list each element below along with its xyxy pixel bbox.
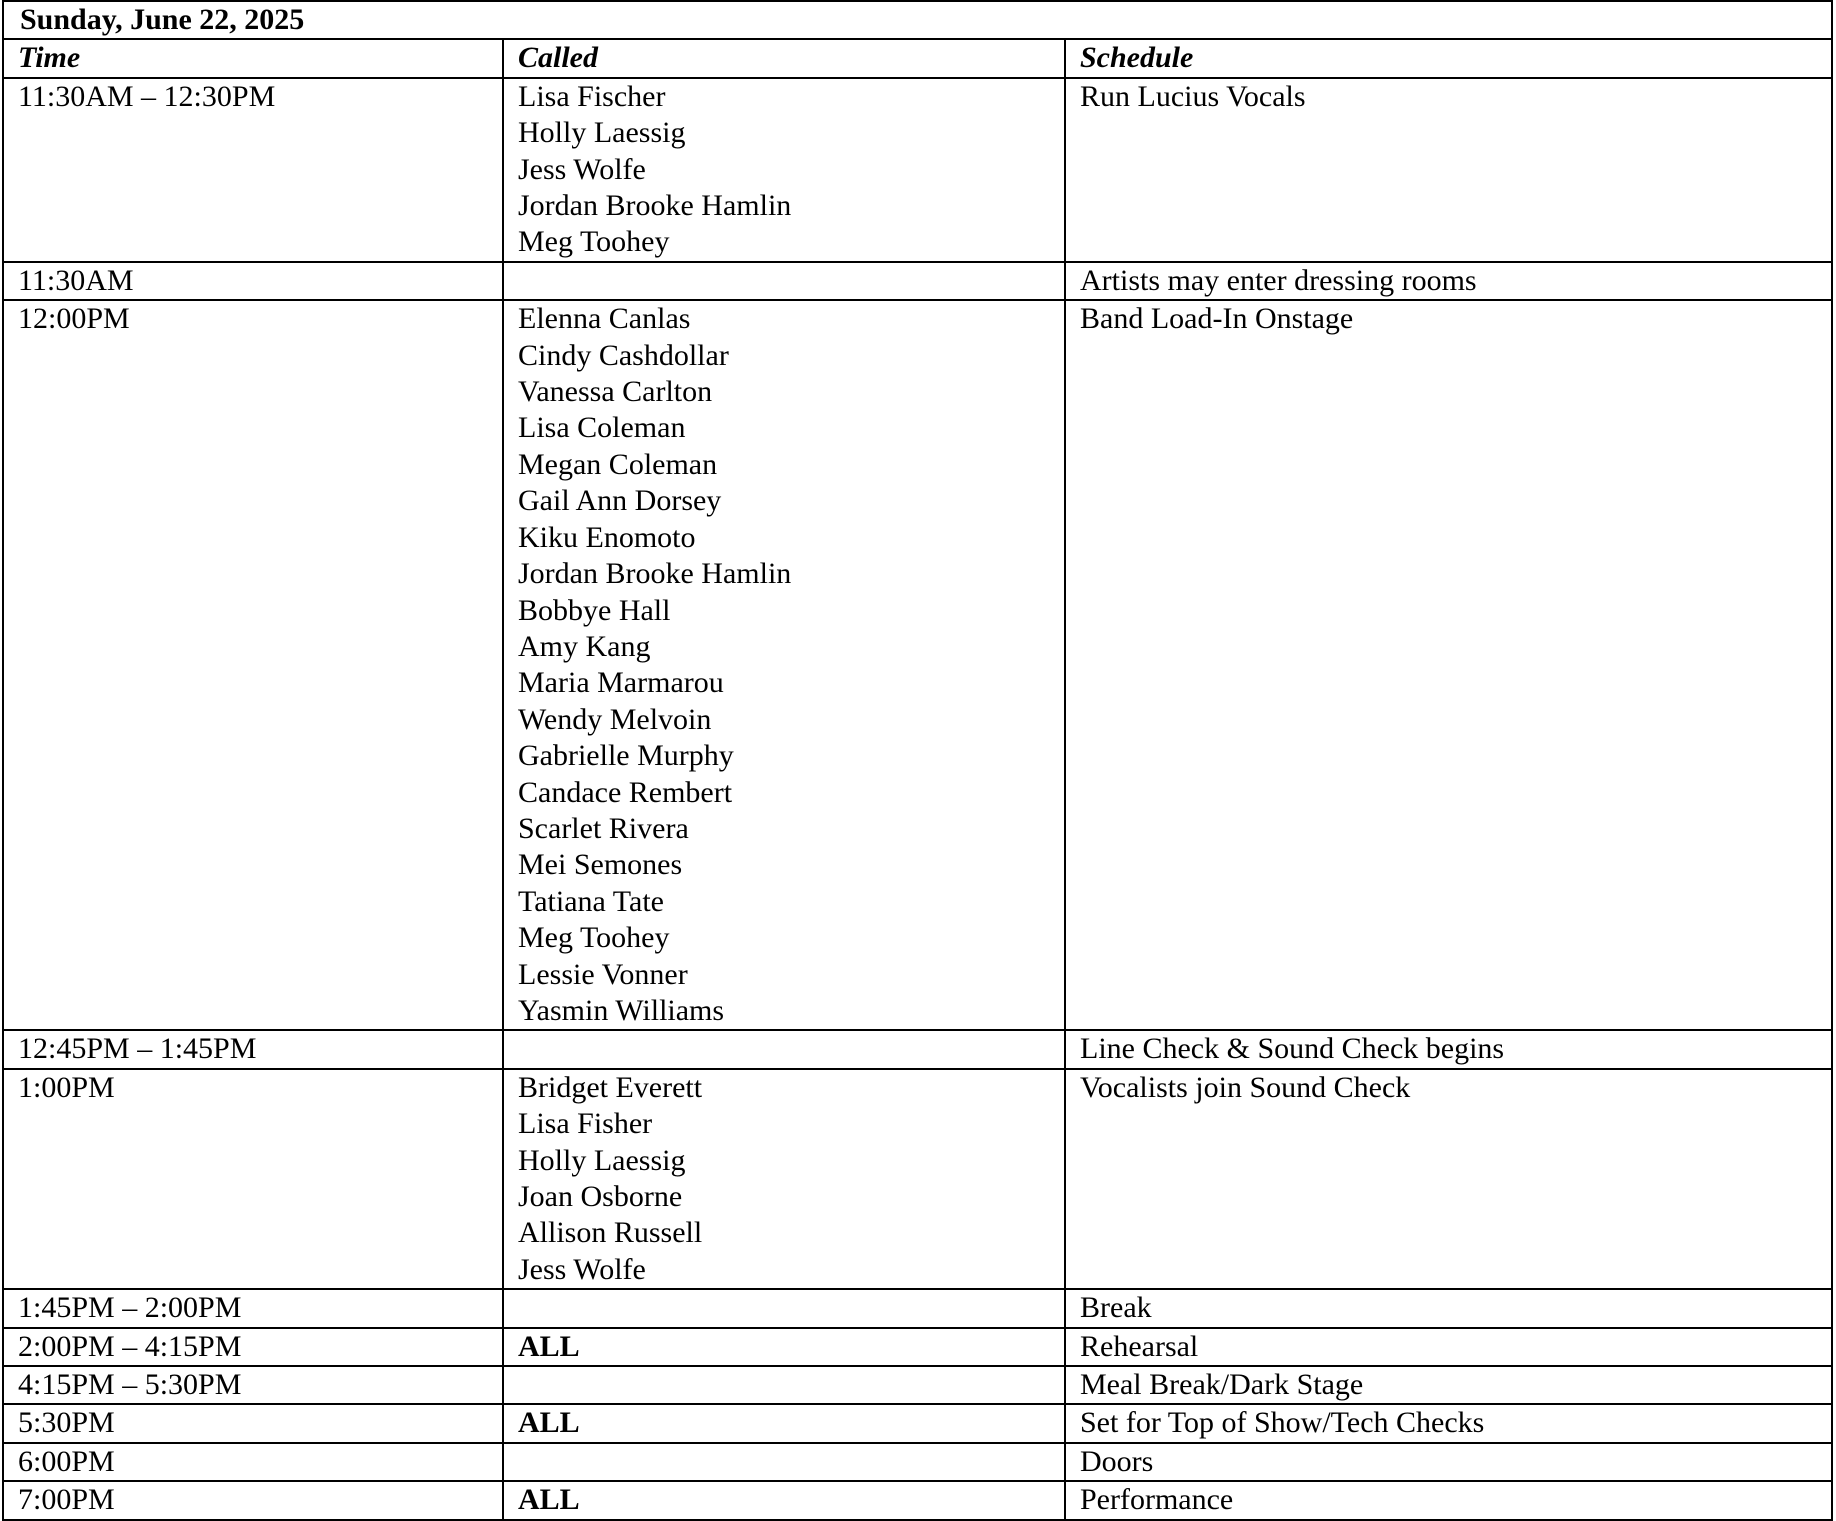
called-name: Allison Russell [518, 1216, 703, 1250]
called-name: Vanessa Carlton [518, 375, 713, 409]
schedule-cell: Band Load-In Onstage [1065, 300, 1832, 1030]
called-name: Yasmin Williams [518, 993, 725, 1027]
schedule-row [3, 1481, 1832, 1519]
schedule-row [3, 1443, 1832, 1481]
called-cell [503, 262, 1065, 300]
schedule-cell: Vocalists join Sound Check [1065, 1069, 1832, 1289]
time-cell: 11:30AM – 12:30PM [3, 78, 503, 262]
schedule-cell: Meal Break/Dark Stage [1065, 1366, 1832, 1404]
date-row [3, 1, 1832, 39]
called-name: Holly Laessig [518, 1143, 686, 1177]
schedule-cell: Rehearsal [1065, 1328, 1832, 1366]
called-name: Lessie Vonner [518, 957, 688, 991]
time-cell: 2:00PM – 4:15PM [3, 1328, 503, 1366]
called-name: Lisa Fisher [518, 1107, 653, 1141]
date-heading: Sunday, June 22, 2025 [3, 1, 1832, 39]
schedule-cell: Set for Top of Show/Tech Checks [1065, 1404, 1832, 1442]
called-cell [503, 1328, 1065, 1366]
called-name: Meg Toohey [518, 225, 670, 259]
called-cell [503, 1069, 1065, 1289]
time-cell: 6:00PM [3, 1443, 503, 1481]
called-name: Lisa Fischer [518, 79, 666, 113]
schedule-row [3, 300, 1832, 1030]
called-cell [503, 78, 1065, 262]
schedule-cell: Line Check & Sound Check begins [1065, 1030, 1832, 1068]
called-cell [503, 300, 1065, 1030]
called-name: Candace Rembert [518, 775, 733, 809]
called-name: Jordan Brooke Hamlin [518, 189, 792, 223]
schedule-row [3, 1030, 1832, 1068]
called-cell [503, 1404, 1065, 1442]
called-name: Cindy Cashdollar [518, 338, 729, 372]
schedule-cell: Doors [1065, 1443, 1832, 1481]
header-time: Time [3, 39, 503, 77]
time-cell: 1:00PM [3, 1069, 503, 1289]
schedule-table [2, 0, 1833, 1521]
called-all: ALL [518, 1406, 580, 1440]
called-name: Jordan Brooke Hamlin [518, 557, 792, 591]
called-cell [503, 1481, 1065, 1519]
schedule-row [3, 78, 1832, 262]
called-name: Maria Marmarou [518, 666, 724, 700]
header-schedule: Schedule [1065, 39, 1832, 77]
called-name: Jess Wolfe [518, 152, 646, 186]
schedule-row [3, 1366, 1832, 1404]
called-name: Meg Toohey [518, 921, 670, 955]
called-name: Kiku Enomoto [518, 520, 696, 554]
schedule-row [3, 1069, 1832, 1289]
called-cell [503, 1289, 1065, 1327]
time-cell: 7:00PM [3, 1481, 503, 1519]
called-name: Elenna Canlas [518, 302, 691, 336]
schedule-row [3, 1289, 1832, 1327]
schedule-cell: Artists may enter dressing rooms [1065, 262, 1832, 300]
called-name: Scarlet Rivera [518, 811, 689, 845]
called-name: Bobbye Hall [518, 593, 671, 627]
called-name: Jess Wolfe [518, 1252, 646, 1286]
called-name: Megan Coleman [518, 447, 718, 481]
time-cell: 1:45PM – 2:00PM [3, 1289, 503, 1327]
time-cell: 12:00PM [3, 300, 503, 1030]
called-name: Bridget Everett [518, 1070, 703, 1104]
schedule-row [3, 262, 1832, 300]
time-cell: 12:45PM – 1:45PM [3, 1030, 503, 1068]
called-name: Joan Osborne [518, 1180, 683, 1213]
called-cell [503, 1030, 1065, 1068]
schedule-row [3, 1404, 1832, 1442]
called-cell [503, 1443, 1065, 1481]
called-name: Lisa Coleman [518, 411, 686, 445]
schedule-cell: Run Lucius Vocals [1065, 78, 1832, 262]
time-cell: 4:15PM – 5:30PM [3, 1366, 503, 1404]
called-all: ALL [518, 1483, 580, 1517]
called-all: ALL [518, 1329, 580, 1363]
called-name: Amy Kang [518, 629, 651, 663]
called-name: Holly Laessig [518, 116, 686, 150]
header-called: Called [503, 39, 1065, 77]
time-cell: 5:30PM [3, 1404, 503, 1442]
called-name: Mei Semones [518, 848, 683, 882]
called-name: Wendy Melvoin [518, 702, 712, 736]
schedule-cell: Performance [1065, 1481, 1832, 1519]
called-name: Tatiana Tate [518, 884, 665, 918]
schedule-table-body [3, 1, 1832, 1520]
schedule-cell: Break [1065, 1289, 1832, 1327]
header-row [3, 39, 1832, 77]
called-cell [503, 1366, 1065, 1404]
called-name: Gail Ann Dorsey [518, 484, 722, 518]
called-name: Gabrielle Murphy [518, 739, 734, 773]
schedule-row [3, 1328, 1832, 1366]
time-cell: 11:30AM [3, 262, 503, 300]
